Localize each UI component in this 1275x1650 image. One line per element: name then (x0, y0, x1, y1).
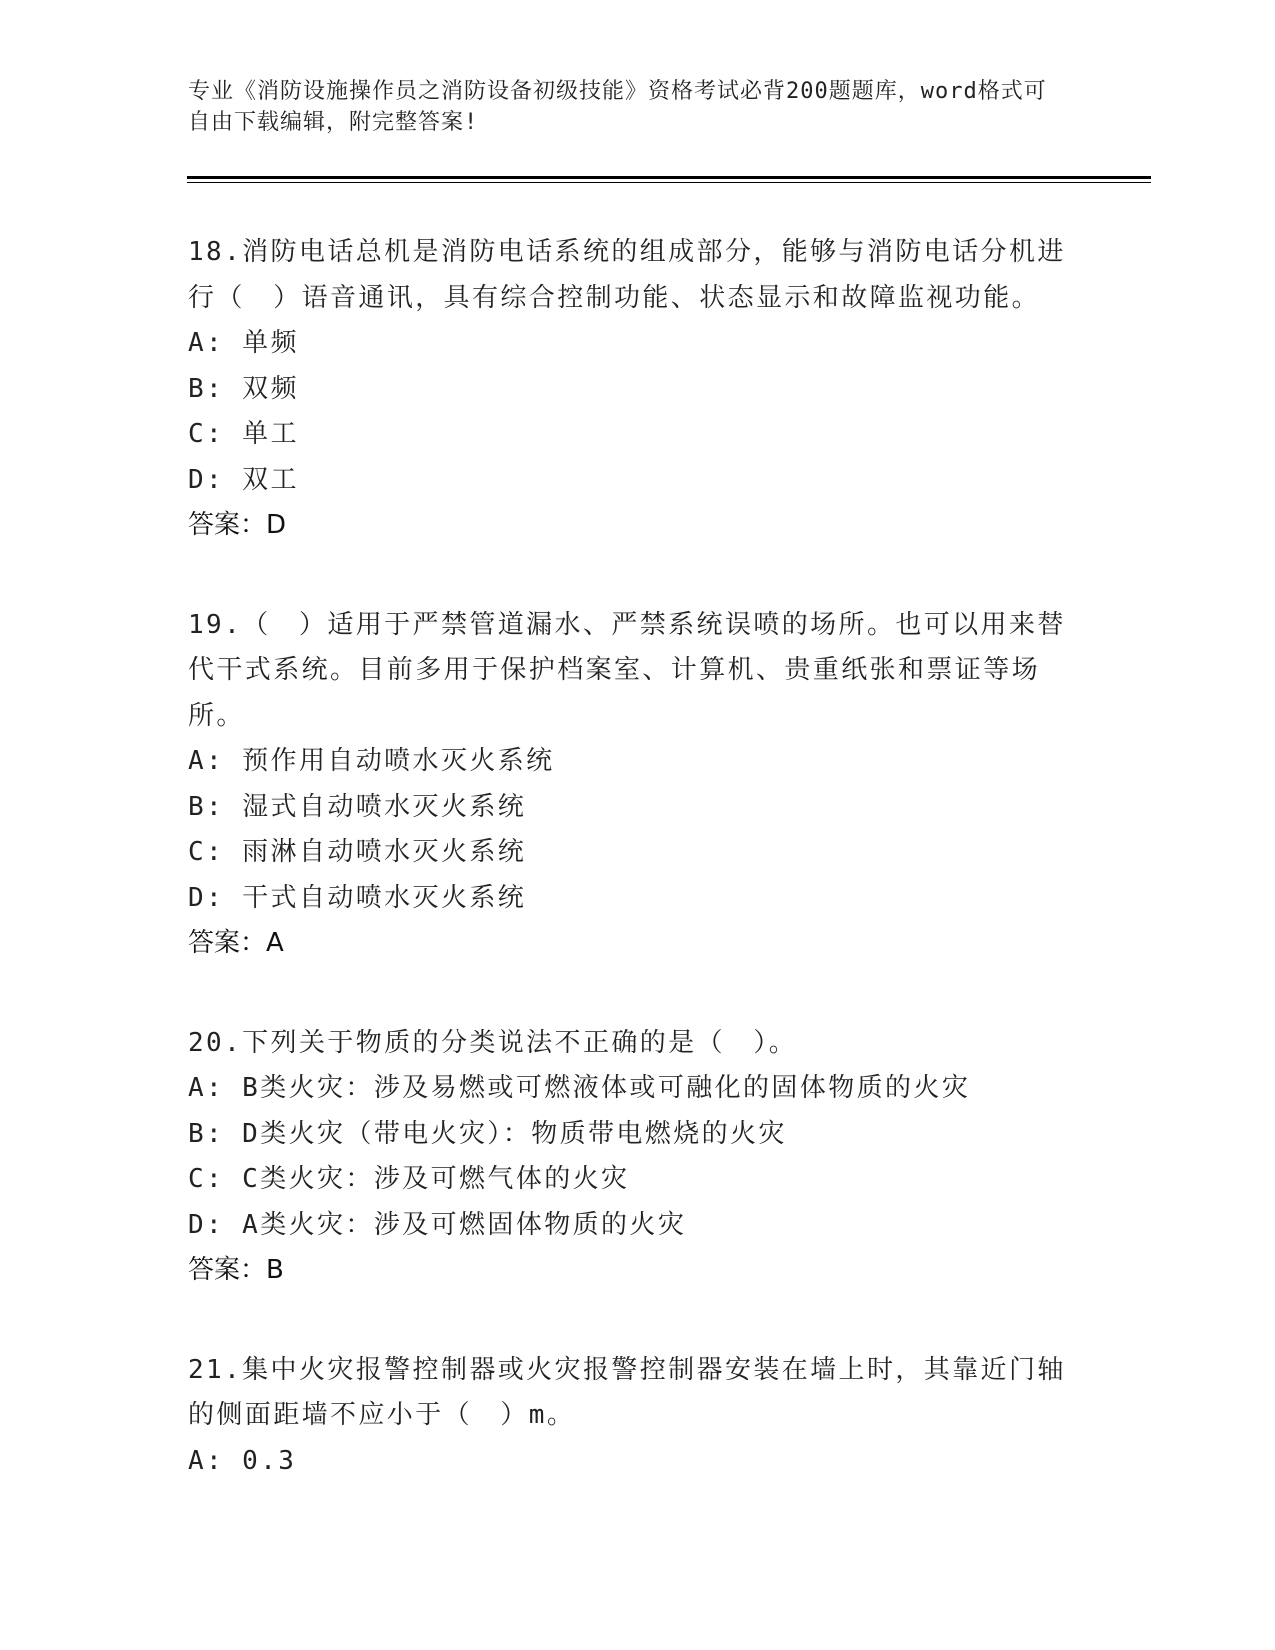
answer-line: 答案：A (188, 928, 284, 958)
option-a: A: B类火灾：涉及易燃或可燃液体或可融化的固体物质的火灾 (188, 1073, 971, 1103)
question-19 (188, 603, 1088, 967)
question-18 (188, 230, 1088, 549)
document-header: 专业《消防设施操作员之消防设备初级技能》资格考试必背200题题库，word格式可自由下载编辑，附完整答案! (188, 79, 1047, 135)
header-rule-thick (187, 176, 1151, 179)
header-rule-thin (187, 182, 1151, 183)
option-d: D: 干式自动喷水灭火系统 (188, 882, 527, 913)
option-c: C: 单工 (188, 419, 299, 449)
option-a: A: 单频 (188, 328, 299, 358)
answer-line: 答案：B (188, 1255, 284, 1285)
option-c: C: 雨淋自动喷水灭火系统 (188, 837, 527, 867)
question-stem: 18.消防电话总机是消防电话系统的组成部分，能够与消防电话分机进行（ ）语音通讯，具有综合控制功能、状态显示和故障监视功能。 (188, 237, 1066, 313)
option-d: D: 双工 (188, 464, 299, 495)
question-stem: 20.下列关于物质的分类说法不正确的是（ ）。 (188, 1027, 798, 1058)
option-a: A: 0.3 (188, 1445, 297, 1476)
answer-line: 答案：D (188, 510, 287, 540)
question-20 (188, 1021, 1088, 1294)
question-list (188, 230, 1088, 1538)
option-b: B: 双频 (188, 373, 299, 404)
option-b: B: D类火灾（带电火灾）：物质带电燃烧的火灾 (188, 1118, 787, 1149)
option-c: C: C类火灾：涉及可燃气体的火灾 (188, 1164, 630, 1194)
question-stem: 19.（ ）适用于严禁管道漏水、严禁系统误喷的场所。也可以用来替代干式系统。目前多用于保护档案室、计算机、贵重纸张和票证等场所。 (188, 609, 1066, 731)
option-d: D: A类火灾：涉及可燃固体物质的火灾 (188, 1209, 687, 1240)
question-21 (188, 1348, 1088, 1485)
option-b: B: 湿式自动喷水灭火系统 (188, 791, 527, 822)
question-stem: 21.集中火灾报警控制器或火灾报警控制器安装在墙上时，其靠近门轴的侧面距墙不应小于（ ）m。 (188, 1354, 1066, 1430)
option-a: A: 预作用自动喷水灭火系统 (188, 746, 555, 776)
